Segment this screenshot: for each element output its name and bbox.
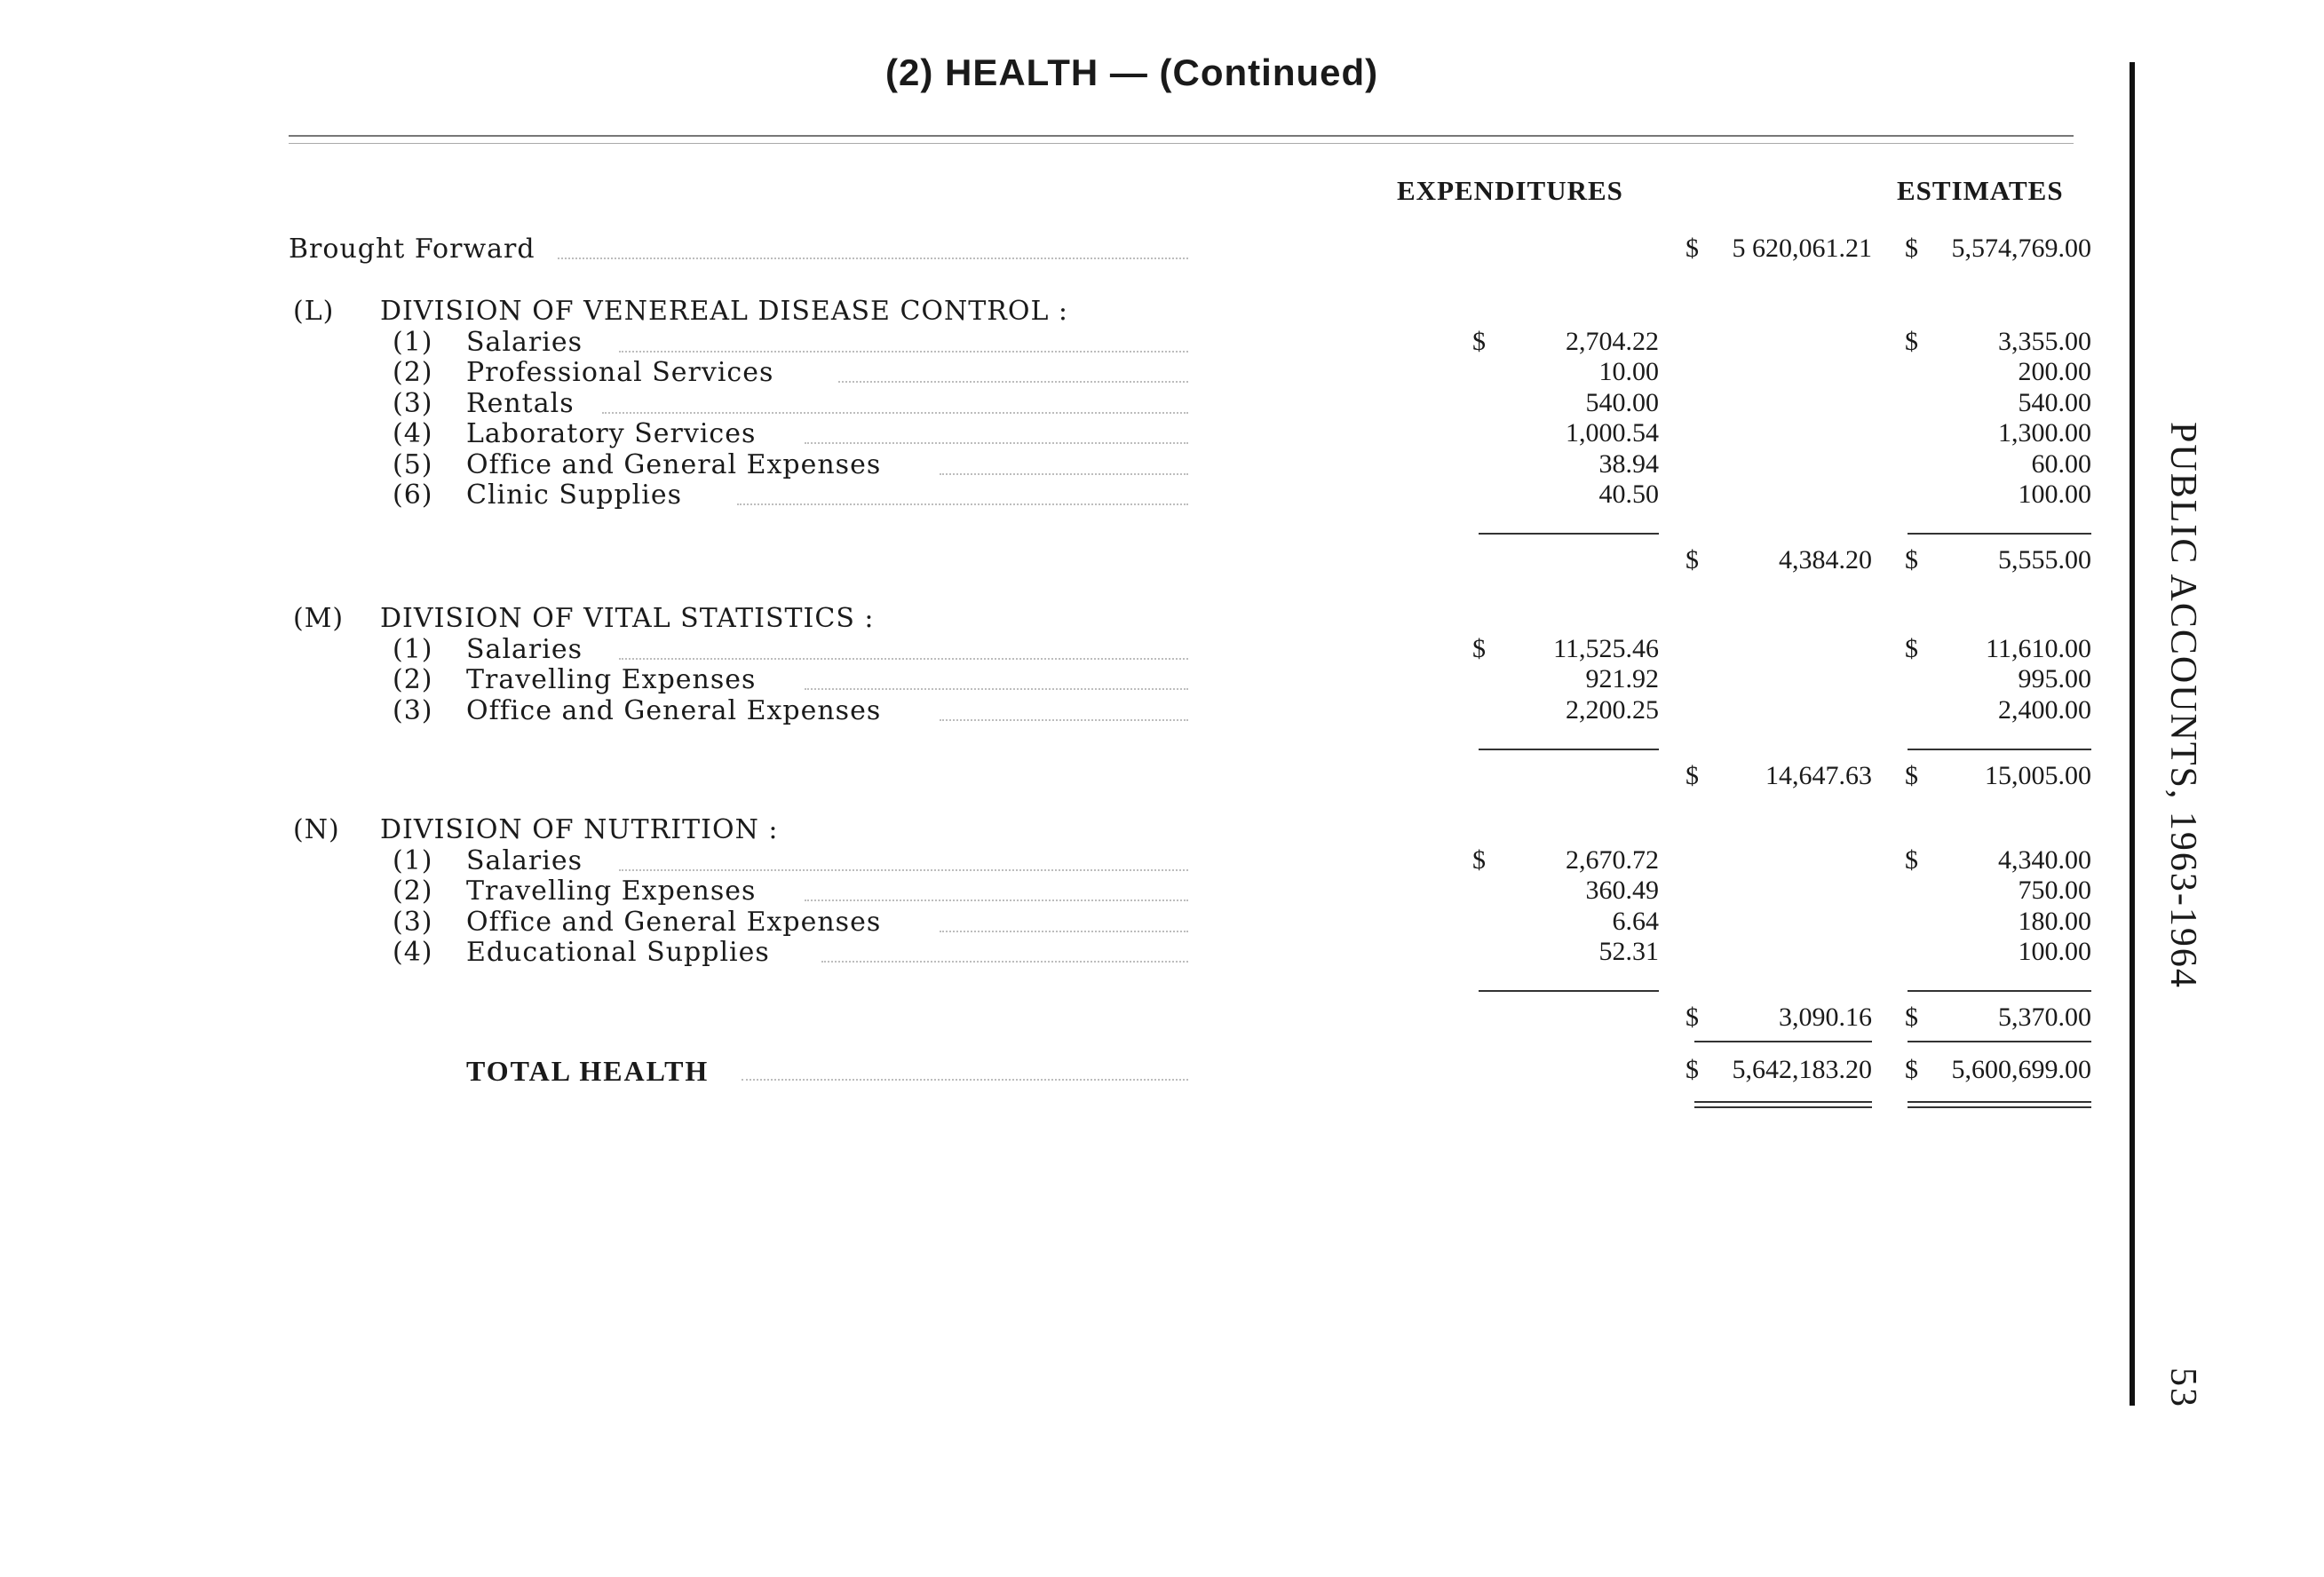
subtotal-estimate: 5,370.00 [1998, 1002, 2091, 1032]
item-expenditure-dollar: $ [1472, 634, 1486, 663]
item-expenditure: 38.94 [1598, 449, 1659, 479]
item-expenditure: 11,525.46 [1553, 634, 1659, 663]
item-expenditure-dollar: $ [1472, 327, 1486, 356]
item-label: Travelling Expenses [466, 876, 757, 907]
item-estimate: 750.00 [2018, 876, 2091, 905]
item-number: (6) [393, 479, 433, 511]
item-estimate: 11,610.00 [1986, 634, 2091, 663]
item-label: Salaries [466, 634, 583, 665]
item-number: (1) [393, 327, 433, 358]
subtotal-rule [1908, 749, 2091, 750]
leader-dots [619, 658, 1188, 660]
item-expenditure: 540.00 [1585, 388, 1659, 417]
subtotal-rule [1479, 749, 1659, 750]
item-number: (3) [393, 907, 433, 938]
item-label: Travelling Expenses [466, 664, 757, 695]
leader-dots [805, 442, 1188, 444]
division-title: DIVISION OF VENEREAL DISEASE CONTROL : [380, 296, 1069, 327]
item-expenditure: 40.50 [1598, 479, 1659, 509]
estimates-header: ESTIMATES [1897, 175, 2064, 206]
item-label: Professional Services [466, 357, 774, 388]
item-estimate: 1,300.00 [1998, 418, 2091, 448]
item-estimate: 4,340.00 [1998, 845, 2091, 875]
header-rule [289, 135, 2074, 137]
side-caption: PUBLIC ACCOUNTS, 1963-1964 [2162, 422, 2203, 989]
item-number: (2) [393, 664, 433, 695]
subtotal-rule [1479, 990, 1659, 992]
item-number: (1) [393, 634, 433, 665]
expenditures-header: EXPENDITURES [1397, 175, 1623, 206]
item-number: (4) [393, 937, 433, 968]
item-estimate: 100.00 [2018, 479, 2091, 509]
item-expenditure: 360.49 [1585, 876, 1659, 905]
subtotal-rule [1908, 533, 2091, 535]
brought-forward-estimate: 5,574,769.00 [1951, 234, 2091, 263]
item-label: Laboratory Services [466, 418, 757, 449]
item-label: Salaries [466, 327, 583, 358]
item-label: Rentals [466, 388, 575, 419]
leader-dots [742, 1079, 1188, 1081]
item-number: (2) [393, 357, 433, 388]
item-estimate: 995.00 [2018, 664, 2091, 693]
item-expenditure: 1,000.54 [1566, 418, 1659, 448]
item-label: Office and General Expenses [466, 907, 882, 938]
item-expenditure: 2,670.72 [1566, 845, 1659, 875]
item-number: (3) [393, 388, 433, 419]
item-expenditure: 52.31 [1598, 937, 1659, 966]
division-letter: (M) [293, 603, 345, 634]
total-expenditure-dollar: $ [1685, 1055, 1699, 1084]
item-label: Educational Supplies [466, 937, 770, 968]
item-label: Clinic Supplies [466, 479, 683, 511]
subtotal-estimate-dollar: $ [1905, 761, 1918, 790]
item-estimate: 100.00 [2018, 937, 2091, 966]
margin-rule [2130, 62, 2135, 1406]
brought-forward-label: Brought Forward [289, 234, 535, 265]
subtotal-estimate-dollar: $ [1905, 1002, 1918, 1032]
item-estimate: 3,355.00 [1998, 327, 2091, 356]
subtotal-estimate-dollar: $ [1905, 545, 1918, 575]
leader-dots [602, 412, 1188, 414]
total-label: TOTAL HEALTH [466, 1055, 710, 1087]
subtotal-expenditure-dollar: $ [1685, 1002, 1699, 1032]
item-number: (4) [393, 418, 433, 449]
division-title: DIVISION OF VITAL STATISTICS : [380, 603, 875, 634]
item-expenditure: 921.92 [1585, 664, 1659, 693]
item-expenditure: 10.00 [1598, 357, 1659, 386]
subtotal-estimate: 15,005.00 [1985, 761, 2091, 790]
brought-forward-estimate-dollar: $ [1905, 234, 1918, 263]
item-label: Office and General Expenses [466, 695, 882, 726]
item-estimate: 180.00 [2018, 907, 2091, 936]
total-estimate: 5,600,699.00 [1951, 1055, 2091, 1084]
item-expenditure-dollar: $ [1472, 845, 1486, 875]
item-number: (3) [393, 695, 433, 726]
item-estimate-dollar: $ [1905, 634, 1918, 663]
subtotal-rule [1479, 533, 1659, 535]
subtotal-expenditure: 3,090.16 [1779, 1002, 1872, 1032]
subtotal-expenditure-dollar: $ [1685, 761, 1699, 790]
leader-dots [940, 719, 1188, 721]
brought-forward-expenditure-dollar: $ [1685, 234, 1699, 263]
division-title: DIVISION OF NUTRITION : [380, 814, 779, 845]
item-label: Salaries [466, 845, 583, 876]
total-top-rule [1694, 1041, 1872, 1042]
item-number: (5) [393, 449, 433, 480]
page-number: 53 [2162, 1367, 2203, 1408]
leader-dots [619, 869, 1188, 871]
header-rule-lower [289, 143, 2074, 144]
subtotal-expenditure: 4,384.20 [1779, 545, 1872, 575]
leader-dots [940, 931, 1188, 932]
leader-dots [619, 351, 1188, 353]
item-estimate-dollar: $ [1905, 845, 1918, 875]
leader-dots [838, 381, 1188, 383]
total-double-rule [1908, 1101, 2091, 1108]
item-estimate-dollar: $ [1905, 327, 1918, 356]
item-expenditure: 6.64 [1612, 907, 1659, 936]
page-title: (2) HEALTH — (Continued) [885, 52, 1379, 93]
item-number: (1) [393, 845, 433, 876]
subtotal-expenditure: 14,647.63 [1765, 761, 1872, 790]
division-letter: (N) [293, 814, 340, 845]
division-letter: (L) [293, 296, 335, 327]
item-label: Office and General Expenses [466, 449, 882, 480]
leader-dots [558, 258, 1188, 259]
leader-dots [940, 473, 1188, 475]
item-expenditure: 2,200.25 [1566, 695, 1659, 725]
item-estimate: 200.00 [2018, 357, 2091, 386]
total-top-rule [1908, 1041, 2091, 1042]
item-estimate: 2,400.00 [1998, 695, 2091, 725]
item-estimate: 60.00 [2031, 449, 2091, 479]
item-number: (2) [393, 876, 433, 907]
brought-forward-expenditure: 5 620,061.21 [1732, 234, 1872, 263]
subtotal-expenditure-dollar: $ [1685, 545, 1699, 575]
leader-dots [805, 899, 1188, 901]
total-double-rule [1694, 1101, 1872, 1108]
item-expenditure: 2,704.22 [1566, 327, 1659, 356]
item-estimate: 540.00 [2018, 388, 2091, 417]
total-expenditure: 5,642,183.20 [1732, 1055, 1872, 1084]
leader-dots [737, 503, 1188, 505]
subtotal-rule [1908, 990, 2091, 992]
leader-dots [805, 688, 1188, 690]
total-estimate-dollar: $ [1905, 1055, 1918, 1084]
leader-dots [821, 961, 1188, 963]
subtotal-estimate: 5,555.00 [1998, 545, 2091, 575]
